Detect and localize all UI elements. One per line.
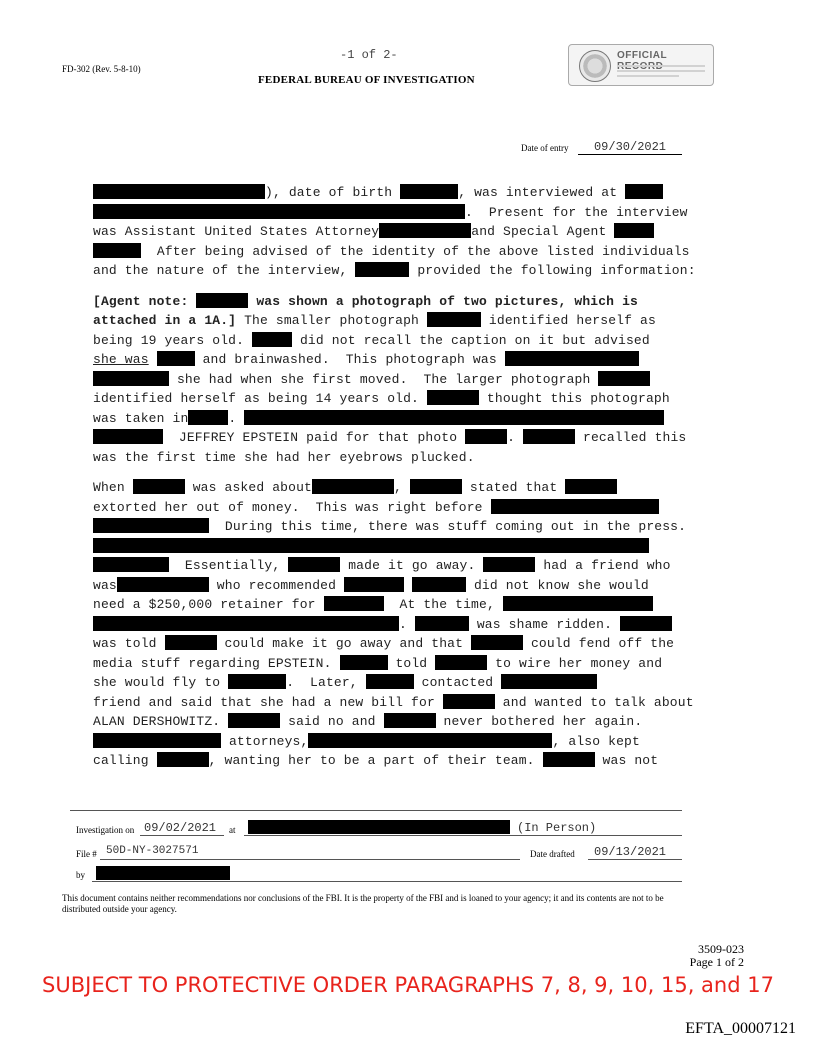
agency-title: FEDERAL BUREAU OF INVESTIGATION xyxy=(258,74,475,86)
redaction xyxy=(543,752,595,767)
file-number-label: File # xyxy=(76,849,97,859)
underline xyxy=(588,859,682,860)
redaction xyxy=(379,223,471,238)
redaction xyxy=(435,655,487,670)
redaction xyxy=(165,635,217,650)
redaction xyxy=(324,596,384,611)
redaction xyxy=(505,351,639,366)
redaction xyxy=(443,694,495,709)
location-note: (In Person) xyxy=(517,821,597,835)
bates-number: EFTA_00007121 xyxy=(685,1020,796,1037)
redaction xyxy=(340,655,388,670)
redaction xyxy=(565,479,617,494)
underline xyxy=(244,835,682,836)
redaction xyxy=(93,518,209,533)
redaction xyxy=(427,312,481,327)
redaction xyxy=(228,713,280,728)
redaction xyxy=(228,674,286,689)
date-drafted-label: Date drafted xyxy=(530,849,575,859)
redaction xyxy=(252,332,292,347)
redaction xyxy=(598,371,650,386)
redaction xyxy=(96,866,230,880)
underline xyxy=(140,835,224,836)
redaction xyxy=(93,243,141,258)
redaction xyxy=(427,390,479,405)
by-label: by xyxy=(76,870,85,880)
redaction xyxy=(93,184,265,199)
interview-body xyxy=(93,183,696,782)
redaction xyxy=(384,713,436,728)
redaction xyxy=(355,262,409,277)
redaction xyxy=(501,674,597,689)
redaction xyxy=(620,616,672,631)
underline xyxy=(100,859,520,860)
redaction xyxy=(400,184,458,199)
redaction xyxy=(614,223,654,238)
redaction xyxy=(248,820,510,834)
redaction xyxy=(93,538,649,553)
redaction xyxy=(312,479,394,494)
page-label: Page 1 of 2 xyxy=(689,955,744,969)
redaction xyxy=(133,479,185,494)
redaction xyxy=(366,674,414,689)
footer-divider xyxy=(70,810,682,811)
investigation-date: 09/02/2021 xyxy=(144,821,217,835)
redaction xyxy=(244,410,664,425)
redaction xyxy=(93,733,221,748)
official-record-stamp xyxy=(568,44,714,86)
redaction xyxy=(157,752,209,767)
protective-order-notice: SUBJECT TO PROTECTIVE ORDER PARAGRAPHS 7, 8, 9, 10, 15, and 17 xyxy=(42,973,774,997)
investigation-on-label: Investigation on xyxy=(76,825,135,835)
underline xyxy=(92,881,682,882)
paragraph-3: When was asked about , stated that extorted her out of money. This was right before During this time, there was stuff coming out in the press. Essentially, made it go away. had a friend who was who recommended did not know she would need a $250,000 retainer for At the time, . was shame ridden. was told could make it go away and that could fend off the media stuff regarding EPSTEIN. told to wire her money and she would fly to . Later, contacted friend and said that she had a new bill for and wanted to talk about ALAN DERSHOWITZ. said no and never bothered her again. attorneys, , also kept calling , wanting her to be a part of their team. was not xyxy=(93,480,694,768)
stamp-fine-print xyxy=(617,65,705,80)
redaction xyxy=(491,499,659,514)
redaction xyxy=(625,184,663,199)
redaction xyxy=(93,204,465,219)
redaction xyxy=(471,635,523,650)
fbi-seal-icon xyxy=(579,50,611,82)
redaction xyxy=(410,479,462,494)
redaction xyxy=(465,429,507,444)
file-number: 50D-NY-3027571 xyxy=(106,845,199,857)
redaction xyxy=(308,733,552,748)
redaction xyxy=(344,577,404,592)
paragraph-1: ), date of birth , was interviewed at . Present for the interview was Assistant United States Attorney and Special Agent After being advised of the identity of the above listed individuals and the nature of the interview, provided the following information: xyxy=(93,185,696,278)
redaction xyxy=(483,557,535,572)
redaction xyxy=(415,616,469,631)
form-id: FD-302 (Rev. 5-8-10) xyxy=(62,64,141,74)
disclaimer: This document contains neither recommendations nor conclusions of the FBI. It is the property of the FBI and is loaned to your agency; it and its contents are not to be distributed outside your agency. xyxy=(62,893,664,914)
redaction xyxy=(503,596,653,611)
redaction xyxy=(93,557,169,572)
redaction xyxy=(93,371,169,386)
redaction xyxy=(412,577,466,592)
redaction xyxy=(117,577,209,592)
document-number-block xyxy=(690,943,744,969)
redaction xyxy=(288,557,340,572)
date-of-entry-value: 09/30/2021 xyxy=(578,140,682,155)
redaction xyxy=(188,410,228,425)
paragraph-2: [Agent note: was shown a photograph of two pictures, which is attached in a 1A.] The smaller photograph identified herself as being 19 years old. did not recall the caption on it but advised she was and brainwashed. This photograph was she had when she first moved. The larger photograph identified herself as being 14 years old. thought this photograph was taken in . JEFFREY EPSTEIN paid for that photo . recalled this was the first time she had her eyebrows plucked. xyxy=(93,293,687,465)
date-drafted: 09/13/2021 xyxy=(594,845,667,859)
stamp-title: OFFICIAL xyxy=(617,50,667,61)
redaction xyxy=(157,351,195,366)
redaction xyxy=(93,429,163,444)
redaction xyxy=(93,616,399,631)
page-counter-top: -1 of 2- xyxy=(340,48,398,62)
redaction xyxy=(523,429,575,444)
redaction xyxy=(196,293,248,308)
date-of-entry-label: Date of entry xyxy=(521,143,569,153)
document-number: 3509-023 xyxy=(698,942,744,956)
at-label: at xyxy=(229,825,236,835)
